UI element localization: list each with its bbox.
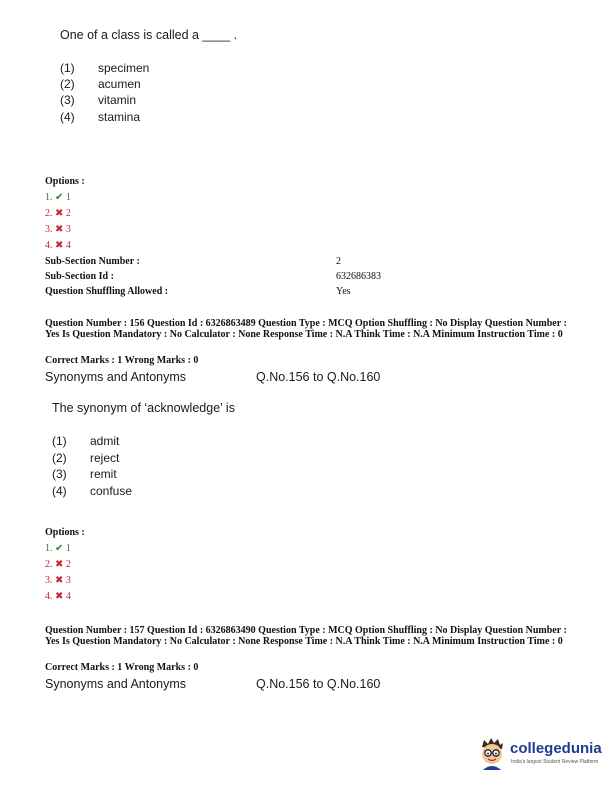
option-row <box>60 61 260 77</box>
cross-icon: ✖ <box>55 575 64 586</box>
question-range: Q.No.156 to Q.No.160 <box>256 370 381 384</box>
answer-value: 1 <box>65 543 71 554</box>
answer-row <box>45 573 71 589</box>
answer-row <box>45 190 71 206</box>
check-icon: ✔ <box>55 192 64 203</box>
answer-number: 4. <box>45 240 53 251</box>
question-text: One of a class is called a ____ . <box>60 28 238 42</box>
option-text: vitamin <box>98 93 137 107</box>
option-text: confuse <box>90 484 133 498</box>
option-row <box>52 484 252 500</box>
option-number: (2) <box>60 77 75 91</box>
answer-number: 3. <box>45 575 53 586</box>
option-number: (3) <box>60 93 75 107</box>
question-range: Q.No.156 to Q.No.160 <box>256 677 381 691</box>
answer-row <box>45 589 71 605</box>
option-number: (4) <box>52 484 67 498</box>
answer-value: 2 <box>65 208 71 219</box>
option-number: (1) <box>52 434 67 448</box>
section-title: Synonyms and Antonyms <box>45 677 187 691</box>
option-number: (1) <box>60 61 75 75</box>
question-meta: Question Number : 156 Question Id : 6326863489 Question Type : MCQ Option Shuffling : No Display Question Number : Yes Is Question Mandatory : No Calculator : None Response Time : N.A Think Time : N.A Minimum Instruction Time : 0 <box>45 318 567 340</box>
answer-row <box>45 238 71 254</box>
answer-value: 3 <box>65 575 71 586</box>
options-label: Options : <box>45 527 85 538</box>
question-text: The synonym of ‘acknowledge’ is <box>52 401 235 415</box>
shuffle-label: Question Shuffling Allowed : <box>45 286 169 297</box>
question-marks: Correct Marks : 1 Wrong Marks : 0 <box>45 355 199 366</box>
answer-number: 1. <box>45 192 53 203</box>
cross-icon: ✖ <box>55 208 64 219</box>
option-row <box>60 110 260 126</box>
answer-number: 4. <box>45 591 53 602</box>
logo-name: collegedunia <box>510 740 602 757</box>
section-title: Synonyms and Antonyms <box>45 370 187 384</box>
option-row <box>60 93 260 109</box>
answer-number: 2. <box>45 559 53 570</box>
answer-key <box>45 541 71 605</box>
answer-row <box>45 557 71 573</box>
option-number: (2) <box>52 451 67 465</box>
mascot-icon <box>476 737 508 771</box>
subsection-number-label: Sub-Section Number : <box>45 256 140 267</box>
option-text: remit <box>90 467 117 481</box>
answer-key <box>45 190 71 254</box>
shuffle-value: Yes <box>336 286 351 297</box>
option-number: (4) <box>60 110 75 124</box>
answer-row <box>45 541 71 557</box>
check-icon: ✔ <box>55 543 64 554</box>
answer-number: 3. <box>45 224 53 235</box>
cross-icon: ✖ <box>55 240 64 251</box>
cross-icon: ✖ <box>55 559 64 570</box>
subsection-number-value: 2 <box>336 256 341 267</box>
option-text: stamina <box>98 110 141 124</box>
cross-icon: ✖ <box>55 224 64 235</box>
option-text: acumen <box>98 77 141 91</box>
answer-value: 4 <box>65 591 71 602</box>
option-text: reject <box>90 451 120 465</box>
answer-number: 1. <box>45 543 53 554</box>
subsection-id-value: 632686383 <box>336 271 381 282</box>
cross-icon: ✖ <box>55 591 64 602</box>
logo-tagline: India's largest Student Review Platform <box>511 759 599 765</box>
subsection-id-label: Sub-Section Id : <box>45 271 114 282</box>
option-row <box>52 451 252 467</box>
answer-value: 3 <box>65 224 71 235</box>
option-row <box>52 467 252 483</box>
answer-row <box>45 206 71 222</box>
option-row <box>52 434 252 450</box>
answer-value: 4 <box>65 240 71 251</box>
option-row <box>60 77 260 93</box>
option-number: (3) <box>52 467 67 481</box>
answer-row <box>45 222 71 238</box>
option-text: admit <box>90 434 120 448</box>
answer-value: 2 <box>65 559 71 570</box>
collegedunia-logo <box>476 737 606 773</box>
question-meta: Question Number : 157 Question Id : 6326863490 Question Type : MCQ Option Shuffling : No Display Question Number : Yes Is Question Mandatory : No Calculator : None Response Time : N.A Think Time : N.A Minimum Instruction Time : 0 <box>45 625 567 647</box>
options-label: Options : <box>45 176 85 187</box>
question-marks: Correct Marks : 1 Wrong Marks : 0 <box>45 662 199 673</box>
answer-value: 1 <box>65 192 71 203</box>
answer-number: 2. <box>45 208 53 219</box>
option-text: specimen <box>98 61 150 75</box>
